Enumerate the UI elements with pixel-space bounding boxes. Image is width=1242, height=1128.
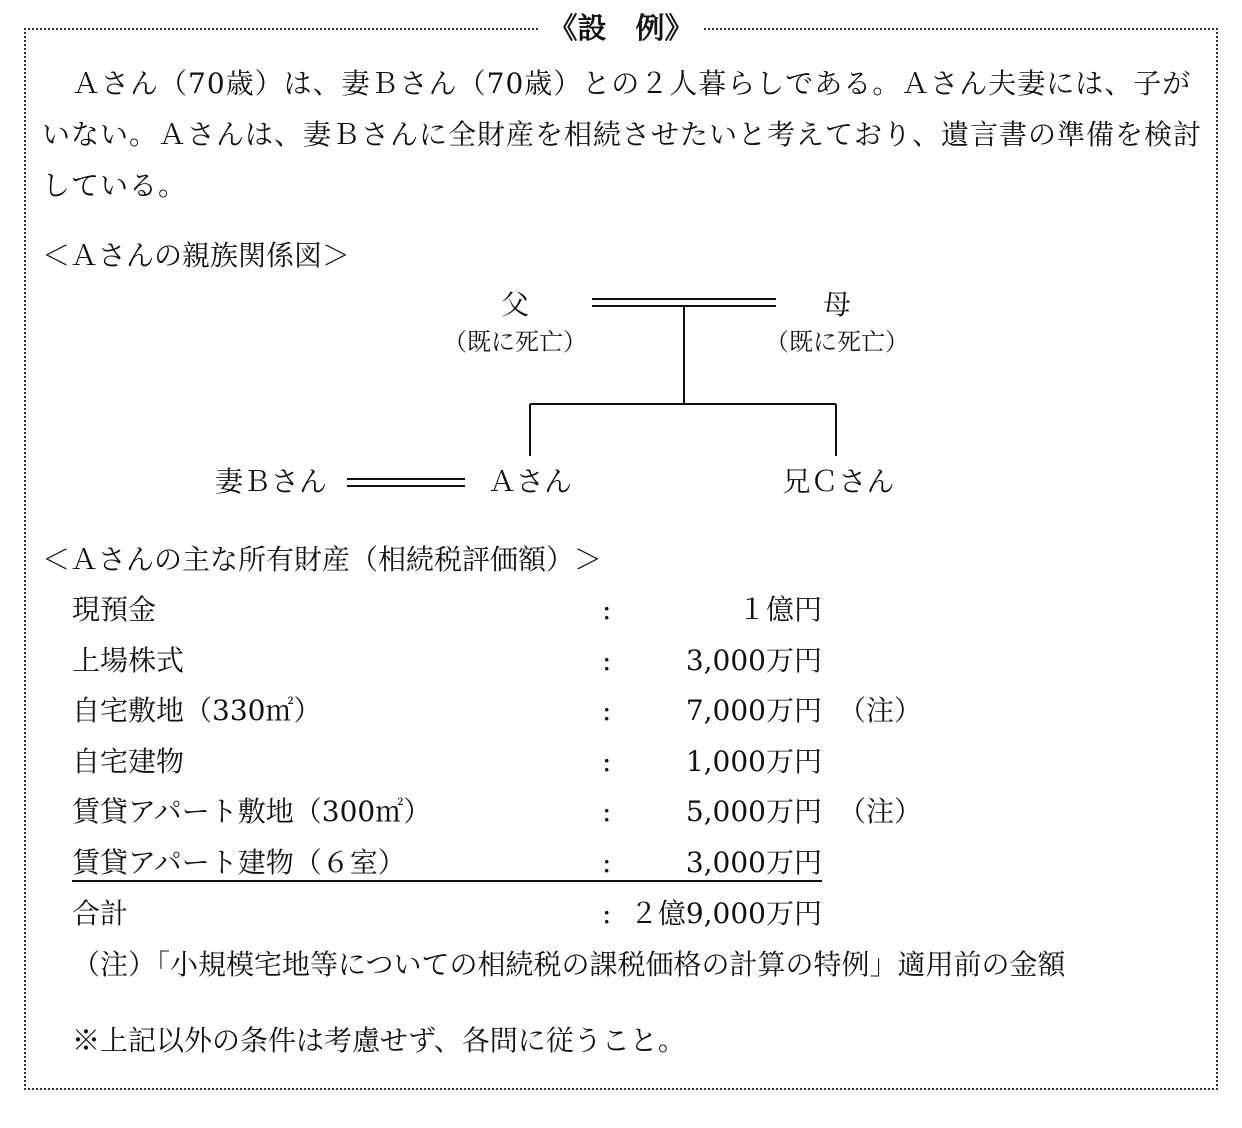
asset-colon: :	[602, 846, 612, 879]
family-heading: ＜Ａさんの親族関係図＞	[42, 239, 351, 272]
asset-name: 自宅敷地（330㎡）	[72, 694, 322, 727]
case-title: 《設 例》	[0, 8, 1242, 48]
total-rule	[72, 880, 822, 882]
father-status: （既に死亡）	[443, 328, 587, 356]
asset-note: （注）	[838, 795, 923, 828]
asset-colon: :	[602, 745, 612, 778]
asset-name: 賃貸アパート建物（６室）	[72, 846, 406, 879]
total-label: 合計	[72, 897, 129, 930]
asset-amount: 3,000万円	[685, 644, 822, 677]
asset-name: 賃貸アパート敷地（300㎡）	[72, 795, 432, 828]
mother-label: 母	[822, 288, 851, 321]
conditions-remark: ※上記以外の条件は考慮せず、各問に従うこと。	[72, 1024, 686, 1057]
asset-name: 自宅建物	[72, 745, 185, 778]
asset-row	[72, 741, 832, 783]
assets-heading: ＜Ａさんの主な所有財産（相続税評価額）＞	[42, 543, 603, 576]
asset-row	[72, 589, 832, 631]
asset-row	[72, 791, 923, 833]
asset-footnote: （注）「小規模宅地等についての相続税の課税価格の計算の特例」適用前の金額	[72, 948, 1066, 981]
asset-name: 上場株式	[72, 644, 185, 677]
wife-label: 妻Ｂさん	[214, 465, 327, 498]
asset-amount: 7,000万円	[685, 694, 822, 727]
asset-amount: 3,000万円	[685, 846, 822, 879]
total-colon: :	[602, 897, 612, 930]
asset-amount: 5,000万円	[685, 795, 822, 828]
asset-colon: :	[602, 593, 612, 626]
asset-note: （注）	[838, 694, 923, 727]
total-row	[72, 893, 832, 935]
self-label: Ａさん	[487, 465, 572, 498]
asset-amount: １億円	[737, 593, 822, 626]
total-amount: ２億9,000万円	[629, 897, 822, 930]
asset-colon: :	[602, 694, 612, 727]
asset-colon: :	[602, 795, 612, 828]
asset-colon: :	[602, 644, 612, 677]
father-label: 父	[500, 288, 529, 321]
mother-status: （既に死亡）	[765, 328, 909, 356]
asset-name: 現預金	[72, 593, 157, 626]
asset-row	[72, 842, 832, 884]
asset-row	[72, 690, 923, 732]
asset-row	[72, 640, 832, 682]
intro-text: Ａさん（70歳）は、妻Ｂさん（70歳）との２人暮らしである。Ａさん夫妻には、子がいない。Ａさんは、妻Ｂさんに全財産を相続させたいと考えており、遺言書の準備を検討している。	[42, 67, 1203, 202]
brother-label: 兄Ｃさん	[782, 465, 895, 498]
asset-amount: 1,000万円	[685, 745, 822, 778]
